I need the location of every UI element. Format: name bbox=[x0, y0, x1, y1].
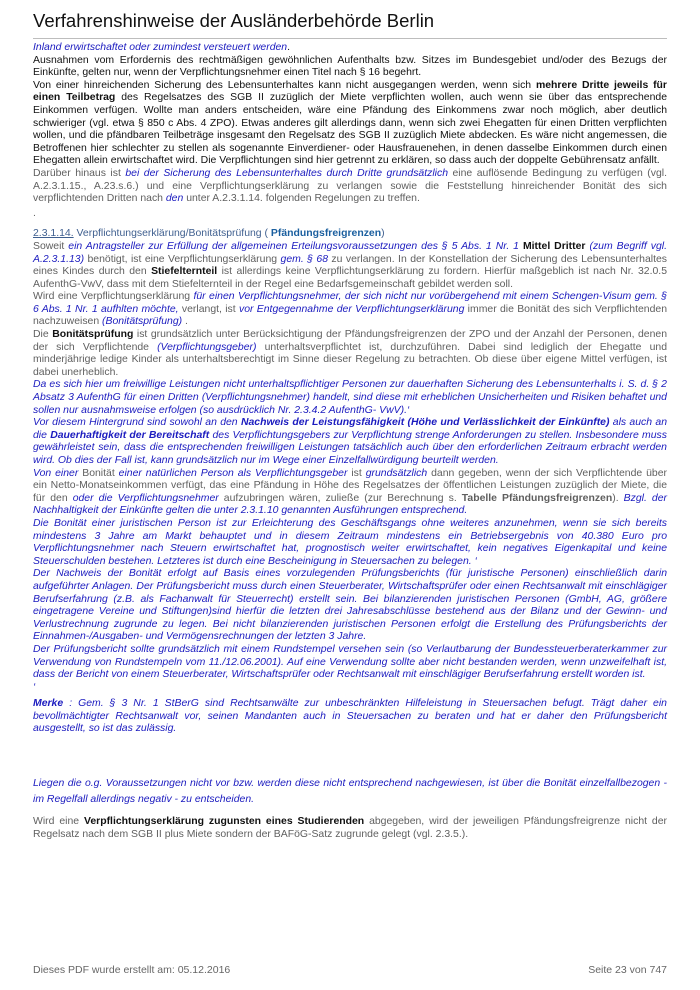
paragraph-condition bbox=[33, 168, 667, 206]
text: Bonität bbox=[78, 467, 119, 479]
text: eine auflösende Bedingung zu verfügen (vgl. A.2.3.1.15., A.23.s.6.) und eine Verpflichtungserklärung zu verlangen sowie die Feststellung hinreichender Bonität des sich verpflichtenden Dritten nach bbox=[33, 167, 667, 205]
page-title: Verfahrenshinweise der Ausländerbehörde Berlin bbox=[33, 10, 435, 31]
emphasis: Nachweis der Leistungsfähigkeit (Höhe und Verlässlichkeit der Einkünfte) bbox=[240, 417, 610, 429]
paragraph-multiple-third-parties bbox=[33, 80, 667, 168]
amended-text: Von einer bbox=[33, 467, 79, 479]
amended-text: bei der Sicherung des Lebensunterhaltes durch Dritte grundsätzlich bbox=[125, 167, 449, 179]
amended-text: ein Antragsteller zur Erfüllung der allgemeinen Erteilungsvoraussetzungen des § 5 Abs. 1 Nr. 1 bbox=[68, 240, 519, 252]
text: ist grundsätzlich unter Berücksichtigung der Pfändungsfreigrenzen der ZPO und der Anzahl der Personen, denen der sich Verpflichtende bbox=[33, 329, 668, 353]
text: verlangt, ist bbox=[178, 303, 239, 315]
text: . bbox=[182, 316, 188, 328]
paragraph-s8: Der Nachweis der Bonität erfolgt auf Basis eines vorzulegenden Prüfungsberichts (für juristische Personen) einschließlich darin aufgeführter Anlagen. Der Prüfungsbericht muss durch einen Steuerberater, Wirtschaftsprüfer oder einen Rechtsanwalt mit einschlägiger Berufserfahrung (z.B. als Fachanwalt für Steuerrecht) erstellt sein. Bei bilanzierenden juristischen Personen (GmbH, AG, größere eingetragene Vereine und Stiftungen)sind hierfür die letzten drei Jahresabschlüsse bestehend aus der Bilanz und der Gewinn- und Verlustrechnung zugrunde zu legen. Bei nicht bilanzierenden juristischen Personen erfolgt die Erstellung des Prüfungsberichts der Einnahmen-/Ausgaben- und Vermögensrechnungen der letzten 3 Jahre. bbox=[33, 568, 667, 643]
text: Soweit bbox=[33, 240, 69, 252]
paragraph-s12 bbox=[33, 816, 667, 841]
document-body bbox=[33, 42, 667, 841]
text: ) bbox=[381, 228, 385, 240]
text: Darüber hinaus ist bbox=[33, 167, 126, 179]
text: unterhaltsverpflichtet ist, durchzuführen. Dabei sind lediglich der Ehegatte und minderjährige ledige Kinder als unterhaltsberechtigt im Sinne dieser Regelung zu betrachten. Ob diese über eigene Mittel verfügen, ist dabei unerheblich. bbox=[33, 341, 667, 378]
paragraph-s5 bbox=[33, 417, 667, 467]
spacer bbox=[33, 736, 667, 766]
amended-text: gem. § 68 bbox=[280, 253, 328, 265]
text: . bbox=[287, 42, 291, 53]
emphasis: Merke bbox=[33, 698, 64, 710]
text: ). bbox=[612, 492, 624, 504]
amended-text: (Bonitätsprüfung) bbox=[102, 316, 183, 328]
separator-dot: . bbox=[33, 207, 36, 219]
amended-text: (Verpflichtungsgeber) bbox=[157, 341, 257, 353]
amended-text: (zum Begriff vgl. A.2.3.1.13) bbox=[33, 240, 667, 265]
amended-text: für einen Verpflichtungsnehmer, der sich nicht nur vorübergehend mit einem Schengen-Visum gem. § 6 Abs. 1 Nr. 1 aufhlten möchte, bbox=[33, 291, 667, 315]
page-header bbox=[33, 10, 667, 39]
emphasis: Verpflichtungserklärung zugunsten eines Studierenden bbox=[83, 816, 365, 828]
text: Die bbox=[33, 329, 53, 341]
text: aufzubringen wären, zuließe (zur Berechnung s. bbox=[218, 492, 462, 504]
text: als auch an die bbox=[33, 417, 667, 441]
amended-text: Bzgl. der Nachhaltigkeit der Einkünfte gelten die unter 2.3.1.10 genannten Ausführungen entsprechend. bbox=[33, 492, 667, 517]
paragraph-s9: Der Prüfungsbericht sollte grundsätzlich mit einem Rundstempel versehen sein (so Verlautbarung der Bundessteuerberaterkammer zur Verwendung von Rundstempeln vom 11./12.06.2001). Auf eine Verwendung sollte aber nicht bestanden werden, wenn unzweifelhaft ist, dass der Bericht von einem Steuerberater, Wirtschaftsprüfer oder Rechtsanwalt mit einschlägiger Berufserfahrung erstellt worden ist. bbox=[33, 643, 667, 681]
paragraph-s3 bbox=[33, 329, 667, 379]
amended-text: grundsätzlich bbox=[365, 467, 428, 479]
amended-text: einer natürlichen Person als Verpflichtungsgeber bbox=[118, 467, 348, 479]
paragraph-s7: Die Bonität einer juristischen Person ist zur Erleichterung des Geschäftsgangs ohne weiteres anzunehmen, wenn sie sich bereits mindestens 3 Jahre am Markt behauptet und in diesem Zeitraum mindestens ein Betriebsergebnis von 40.380 Euro pro Verpflichtungsnehmer nach Steuern erwirtschaftet hat, prognostisch weiter erwirtschaftet, kein negatives Eigenkapital und keine Steuerschulden bestehen. Letzteres ist durch eine Bescheinigung in Steuersachen zu belegen. ‘ bbox=[33, 517, 667, 567]
text: ist allerdings keine Verpflichtungserklärung zu fordern. Hierfür maßgeblich ist nach Nr. 32.0.5 AufenthG-VwV, dass mit dem Stiefelternteil in der Regel eine Bedarfsgemeinschaft gebildet werden soll. bbox=[33, 266, 667, 290]
paragraph-s2 bbox=[33, 291, 667, 329]
emphasis: Tabelle Pfändungsfreigrenzen bbox=[461, 492, 613, 504]
amended-text: oder die Verpflichtungsnehmer bbox=[72, 492, 219, 504]
tick-mark: ‘ bbox=[33, 681, 36, 693]
paragraph-s4: Da es sich hier um freiwillige Leistungen nicht unterhaltspflichtiger Personen zur dauerhaften Sicherung des Lebensunterhalts i. S. d. § 2 Absatz 3 AufenthG für einen Dritten (Verpflichtungsnehmer) handelt, sind diese mit erheblichen Unsicherheiten und Risiken behaftet und sollen nur ausnahmsweise erfolgen (so ausdrücklich Nr. 2.3.4.2 AufenthG- VwV).‘ bbox=[33, 379, 667, 416]
text: dann gegeben, wenn der sich Verpflichtende über ein Netto-Monatseinkommen verfügt, das eine Pfändung in Höhe des Regelsatzes der öffentlichen Leistungen zuzüglich der Miete, die für den bbox=[33, 467, 667, 504]
paragraph-s1 bbox=[33, 241, 667, 291]
emphasis: Bonitätsprüfung bbox=[52, 329, 134, 341]
section-heading bbox=[33, 228, 667, 241]
amended-text: Inland erwirtschaftet oder zumindest versteuert werden bbox=[33, 42, 288, 53]
paragraph-s11: Liegen die o.g. Voraussetzungen nicht vor bzw. werden diese nicht entsprechend nachgewiesen, ist über die Bonität einzelfallbezogen - im Regelfall allerdings negativ - zu entscheiden. bbox=[33, 778, 667, 806]
page-number: Seite 23 von 747 bbox=[588, 964, 667, 976]
amended-text: den bbox=[165, 193, 184, 205]
emphasis: Mittel Dritter bbox=[519, 240, 586, 252]
text: Wird eine bbox=[33, 816, 84, 828]
text: Von einer hinreichenden Sicherung des Lebensunterhaltes kann nicht ausgegangen werden, wenn sich bbox=[33, 79, 536, 91]
amended-text: vor Entgegennahme der Verpflichtungserklärung bbox=[238, 303, 465, 315]
paragraph-s10 bbox=[33, 698, 667, 736]
emphasis: Dauerhaftigkeit der Bereitschaft bbox=[50, 429, 210, 441]
section-keyword: Pfändungsfreigrenzen bbox=[270, 228, 382, 240]
text: unter A.2.3.1.14. folgenden Regelungen zu treffen. bbox=[183, 193, 420, 205]
paragraph-s6 bbox=[33, 468, 667, 518]
text: abgegeben, wird der jeweiligen Pfändungsfreigrenze nicht der Regelsatz nach dem SGB II plus Miete sondern der BAFöG-Satz zugrunde gelegt (vgl. 2.3.5.). bbox=[33, 816, 667, 840]
text: Vor diesem Hintergrund sind sowohl an den bbox=[33, 417, 241, 429]
text: immer die Bonität des sich Verpflichtenden nachzuweisen bbox=[33, 303, 667, 328]
text: ist bbox=[347, 467, 366, 479]
paragraph-exceptions: Ausnahmen vom Erfordernis des rechtmäßigen gewöhnlichen Aufenthalts bzw. Sitzes im Bundesgebiet und/oder des Bezugs der Einkünfte, gelten nur, wenn der Verpflichtungsnehmer einen Titel nach § 16 begehrt. bbox=[33, 54, 667, 79]
text: des Verpflichtungsgebers zur Verpflichtung strenge Anforderungen zu stellen. Insbesondere muss gewährleistet sein, dass die entsprechenden freiwilligen Leistungen tatsächlich auch über den erforderlichen Zeitraum erbracht werden wird. Ob dies der Fall ist, kann grundsätzlich nur im Wege einer Einzelfallwürdigung beurteilt werden. bbox=[33, 429, 667, 466]
section-title: Verpflichtungserklärung/Bonitätsprüfung ( bbox=[73, 228, 271, 240]
text: des Regelsatzes des SGB II zuzüglich der Miete verpflichten wollen, auch wenn sie über das entsprechende Einkommen verfügen. Wollte man anders entscheiden, wäre eine Pfändung des Einkommens zwar noch möglich, aber deutlich schwieriger (vgl. etwa § 850 c Abs. 4 ZPO). Etwas anderes gilt allerdings dann, wenn sich zwei Ehegatten für einen Dritten verpflichten wollen, und die pfändbaren Teilbeträge insgesamt den Regelsatz des SGB II zuzüglich Miete abdecken. Es wäre nicht angemessen, die Betroffenen hier schlechter zu stellen als sogenannte Einverdiener- oder Hausfrauenehen, in denen dasselbe Einkommen durch einen Ehegatten allein erwirtschaftet wird. Die Verpflichtungen sind hier getrennt zu erklären, so dass auch der doppelte Gebührensatz anfällt. bbox=[33, 92, 667, 167]
created-date: Dieses PDF wurde erstellt am: 05.12.2016 bbox=[33, 964, 231, 976]
emphasis: mehrere Dritte jeweils für einen Teilbetrag bbox=[33, 79, 667, 104]
emphasis: Stiefelternteil bbox=[151, 266, 218, 278]
text: Wird eine Verpflichtungserklärung bbox=[33, 291, 194, 303]
text: benötigt, ist eine Verpflichtungserklärung bbox=[84, 253, 281, 265]
paragraph-intro bbox=[33, 42, 667, 55]
section-number-link[interactable]: 2.3.1.14. bbox=[33, 228, 74, 240]
text: : Gem. § 3 Nr. 1 StBerG sind Rechtsanwälte zur unbeschränkten Hilfeleistung in Steuersachen befugt. Trägt daher ein bevollmächtigter Rechtsanwalt vor, seinen Mandanten auch in Steuersachen zu beraten und hat er daher den Prüfungsbericht ausgestellt, so ist das zulässig. bbox=[33, 698, 667, 735]
text: zu verlangen. In der Konstellation der Sicherung des Lebensunterhaltes eines Kindes durch den bbox=[33, 253, 667, 278]
